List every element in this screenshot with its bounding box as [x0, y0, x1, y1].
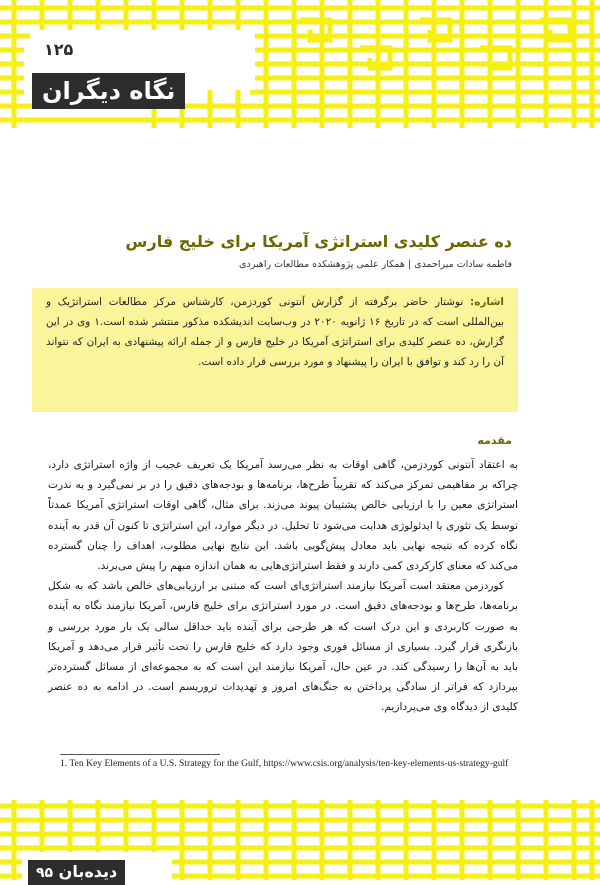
author-byline: فاطمه سادات میراحمدی | همکار علمی پژوهشکده مطالعات راهبردی: [239, 259, 512, 270]
summary-text: نوشتار حاضر برگرفته از گزارش آنتونی کوردزمن، کارشناس مرکز مطالعات استراتژیک و بین‌المللی است که در تاریخ ۱۶ ژانویه ۲۰۲۰ در وب‌سایت اندیشکده مذکور منتشر شده است.۱ وی در این گزارش، ده عنصر کلیدی برای استراتژی آمریکا در خلیج فارس و از جمله ارائه پیشنهادی به ایران که نتواند آن را رد کند و توافق با ایران را پیشنهاد و مورد بررسی قرار داده است.: [46, 296, 505, 368]
body-paragraph: به اعتقاد آنتونی کوردزمن، گاهی اوقات به نظر می‌رسد آمریکا یک تعریف عجیب از واژه استراتژی دارد، چراکه بر مفاهیمی تمرکز می‌کند که تقریباً طرح‌ها، برنامه‌ها و بودجه‌های دقیق را در بر نمی‌گیرد و به ندرت استراتژی معین را با ارزیابی خالص پشتیبان پیوند می‌زند. برای مثال، گاهی اوقات استراتژی آمریکا عمدتاً توسط یک تئوری یا ایدئولوژی هدایت می‌شود تا تحلیل. در دیگر موارد، این استراتژی تا کنون آن قدر به آینده نگاه کرده که نتیجه نهایی باید معادل پیش‌گویی باشد. این نتایج نهایی مطلوب، اهداف را چنان گسترده می‌کند که معنای کارکردی کمی دارند و فقط استراتژی‌هایی به همان اندازه مبهم را پیش می‌برند.: [48, 459, 518, 573]
section-name: دیده‌بان: [58, 862, 118, 881]
summary-box: [32, 288, 518, 412]
footnote-divider: [60, 754, 220, 755]
body-paragraph: کوردزمن معتقد است آمریکا نیازمند استراتژی‌ای است که مبتنی بر ارزیابی‌های خالص باشد که به شکل برنامه‌ها، طرح‌ها و بودجه‌های دقیق است. در مورد استراتژی برای خلیج فارس، آمریکا نیازمند نگاه به آینده به صورت کاربردی و این درک است که هر طرحی برای آینده باید حداقل سالی یک بار مورد بررسی و بازنگری قرار گیرد. بسیاری از مسائل فوری وجود دارد که خلیج فارس را تحت تأثیر قرار می‌دهد و آمریکا باید به آن‌ها را رسیدگی کند. در عین حال، آمریکا نیازمند این است که به مجموعه‌ای از مسائل گسترده‌تر بپردازد که فراتر از سادگی پرداختن به جنگ‌های امروز و تهدیدات تروریسم است. در ادامه به ده عنصر کلیدی از دیدگاه وی می‌پردازیم.: [48, 580, 518, 714]
summary-label: اشاره:: [470, 296, 504, 308]
footer-page-number: ۹۵: [36, 865, 54, 881]
article-body: [48, 455, 518, 718]
article-title: ده عنصر کلیدی استراتژی آمریکا برای خلیج فارس: [125, 232, 512, 251]
page-number: ۱۲۵: [44, 40, 74, 59]
section-logo: [28, 860, 125, 885]
brand-logo: نگاه دیگران: [32, 73, 185, 109]
footnote: 1. Ten Key Elements of a U.S. Strategy for the Gulf, https://www.csis.org/analysis/ten-key-elements-us-strategy-gulf: [60, 758, 509, 769]
section-heading: مقدمه: [477, 434, 512, 447]
